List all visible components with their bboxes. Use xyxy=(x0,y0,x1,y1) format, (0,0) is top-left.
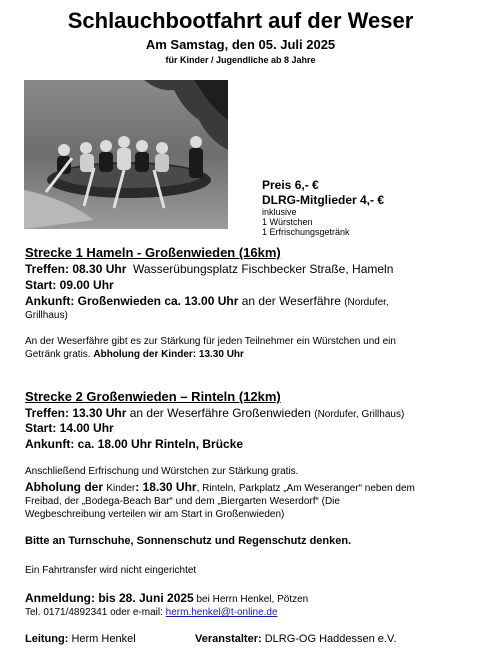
route2-meeting xyxy=(25,406,404,420)
audience-note: für Kinder / Jugendliche ab 8 Jahre xyxy=(165,55,316,65)
signup xyxy=(25,591,308,605)
route1-meeting-time: Treffen: 08.30 Uhr xyxy=(25,262,127,276)
organizer-label: Veranstalter: xyxy=(195,633,262,645)
route2-pickup-label: Abholung der xyxy=(25,480,107,494)
organizer-name: DLRG-OG Haddessen e.V. xyxy=(261,633,397,645)
member-price-label: DLRG-Mitglieder 4,- € xyxy=(262,193,385,207)
route2-heading: Strecke 2 Großenwieden – Rinteln (12km) xyxy=(25,389,281,404)
route1-meeting xyxy=(25,262,393,276)
route2-pickup-time: : 18.30 Uhr xyxy=(135,480,197,494)
route1-pickup-time: Abholung der Kinder: 13.30 Uhr xyxy=(93,349,244,360)
route1-arrival-note2: Grillhaus) xyxy=(25,310,68,321)
route1-arrival xyxy=(25,294,389,308)
route2-pickup xyxy=(25,480,415,494)
route1-start: Start: 09.00 Uhr xyxy=(25,278,114,292)
route1-info-end: Getränk gratis. xyxy=(25,349,94,360)
route2-pickup-kids: Kinder xyxy=(106,483,136,494)
price-box xyxy=(262,178,384,208)
route1-arrival-place: an der Weserfähre xyxy=(238,294,345,308)
route2-meeting-time: Treffen: 13.30 Uhr xyxy=(25,406,127,420)
price-label: Preis 6,- € xyxy=(262,178,319,192)
included-items xyxy=(262,207,350,237)
leader-name: Herm Henkel xyxy=(68,633,136,645)
included-item: 1 Erfrischungsgetränk xyxy=(262,227,350,237)
route1-meeting-place: Wasserübungsplatz Fischbecker Straße, Hameln xyxy=(133,262,394,276)
route2-meeting-place: an der Weserfähre Großenwieden xyxy=(126,406,315,420)
route2-start: Start: 14.00 Uhr xyxy=(25,421,114,435)
contact-line xyxy=(25,607,278,618)
route2-arrival: Ankunft: ca. 18.00 Uhr Rinteln, Brücke xyxy=(25,437,244,451)
route2-meeting-note: (Nordufer, Grillhaus) xyxy=(314,409,405,420)
organizer-line xyxy=(195,633,396,645)
page-title: Schlauchbootfahrt auf der Weser xyxy=(67,8,414,33)
leader-label: Leitung: xyxy=(25,633,69,645)
event-date: Am Samstag, den 05. Juli 2025 xyxy=(145,37,336,52)
route1-arrival-note: (Nordufer, xyxy=(344,297,389,308)
route2-pickup-line2: Freibad, der „Bodega-Beach Bar“ und dem „Biergarten Weserdorf“ (Die xyxy=(25,496,340,507)
included-label: inklusive xyxy=(262,207,297,217)
rafting-photo xyxy=(24,80,228,229)
route1-info: An der Weserfähre gibt es zur Stärkung für jeden Teilnehmer ein Würstchen und ein xyxy=(25,336,396,347)
included-item: 1 Würstchen xyxy=(262,217,313,227)
equipment-note: Bitte an Turnschuhe, Sonnenschutz und Regenschutz denken. xyxy=(25,535,352,547)
leader-line xyxy=(25,633,136,645)
route2-pickup-place: , Rinteln, Parkplatz „Am Weseranger“ neben dem xyxy=(196,483,415,494)
route1-pickup xyxy=(25,349,244,360)
email-link[interactable]: herm.henkel@t-online.de xyxy=(165,607,278,618)
signup-deadline: Anmeldung: bis 28. Juni 2025 xyxy=(25,591,194,605)
route2-pickup-line3: Wegbeschreibung verteilen wir am Start in Großenwieden) xyxy=(25,509,285,520)
signup-contact: bei Herrn Henkel, Pötzen xyxy=(193,594,309,605)
phone-number: Tel. 0171/4892341 oder e-mail: xyxy=(25,607,166,618)
route2-info: Anschließend Erfrischung und Würstchen zur Stärkung gratis. xyxy=(25,466,299,477)
route1-arrival-label: Ankunft: Großenwieden ca. 13.00 Uhr xyxy=(25,294,239,308)
transfer-note: Ein Fahrtransfer wird nicht eingerichtet xyxy=(25,565,197,576)
route1-heading: Strecke 1 Hameln - Großenwieden (16km) xyxy=(25,245,281,260)
